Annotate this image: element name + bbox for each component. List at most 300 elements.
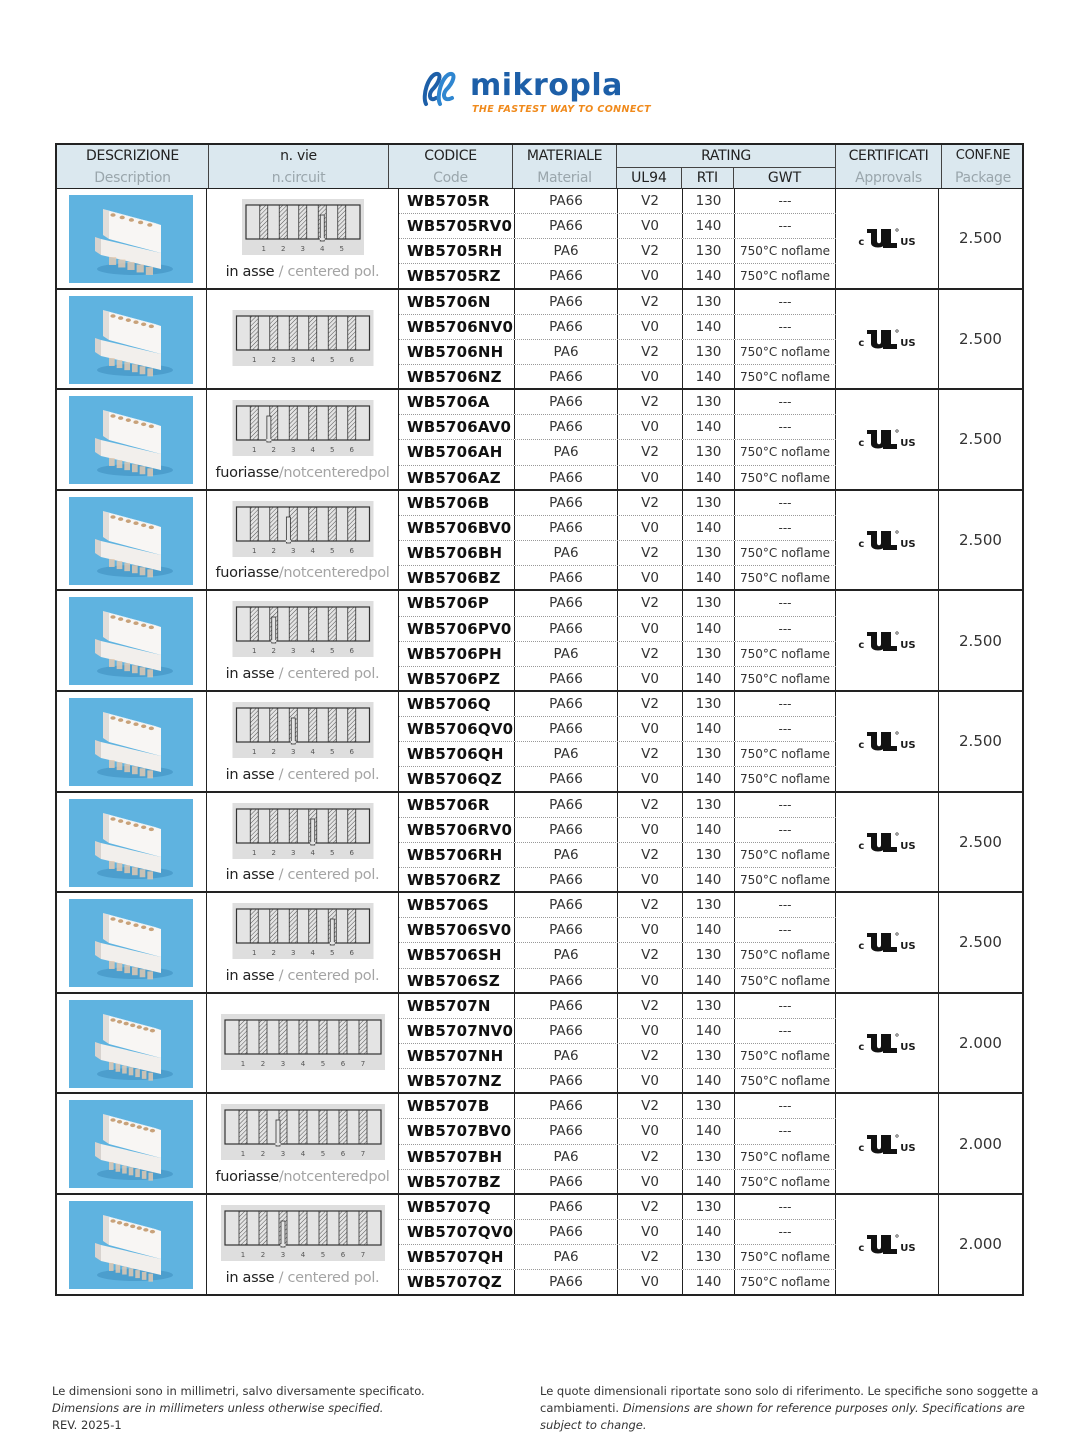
ul94-value: V0	[618, 566, 683, 591]
photo-cell	[57, 893, 207, 992]
rti-value: 140	[683, 1019, 735, 1043]
package-quantity: 2.500	[959, 430, 1002, 449]
svg-text:3: 3	[290, 848, 295, 857]
svg-text:5: 5	[320, 1250, 325, 1259]
header-package: CONF.NE Package	[955, 148, 1011, 186]
code-rows	[399, 591, 836, 690]
material-value: PA66	[515, 365, 618, 390]
photo-cell	[57, 1094, 207, 1193]
table-row	[399, 868, 836, 893]
revision-label: REV. 2025-1	[52, 1418, 122, 1432]
logo-swirl-icon	[420, 68, 468, 112]
product-code: WB5705R	[399, 189, 515, 213]
material-value: PA66	[515, 667, 618, 692]
ul94-value: V0	[618, 1119, 683, 1143]
connector-photo	[69, 899, 193, 987]
svg-text:6: 6	[349, 647, 354, 656]
ul94-value: V2	[618, 491, 683, 515]
photo-cell	[57, 1195, 207, 1294]
rti-value: 140	[683, 818, 735, 842]
product-code: WB5706AZ	[399, 466, 515, 491]
circuit-diagram-cell	[207, 1094, 399, 1193]
approval-cell	[836, 1094, 939, 1193]
approval-cell	[836, 491, 939, 590]
cul-us-certification-icon: c US	[858, 328, 915, 350]
polarization-label: in asse / centered pol.	[225, 867, 380, 884]
pin-layout-diagram	[221, 1205, 385, 1261]
product-code: WB5706BH	[399, 541, 515, 565]
svg-text:2: 2	[271, 546, 276, 555]
material-value: PA66	[515, 969, 618, 994]
rti-value: 140	[683, 1069, 735, 1094]
ul94-value: V2	[618, 1044, 683, 1068]
connector-photo	[69, 799, 193, 887]
gwt-value: ---	[735, 617, 836, 641]
svg-text:2: 2	[271, 949, 276, 958]
table-row	[399, 491, 836, 516]
material-value: PA6	[515, 742, 618, 766]
gwt-value: 750°C noflame	[735, 1145, 836, 1169]
rti-value: 130	[683, 994, 735, 1018]
ul94-value: V2	[618, 290, 683, 314]
brand-name: mikropla	[470, 68, 623, 103]
footer-right-note: Le quote dimensionali riportate sono solo di riferimento. Le specifiche sono soggette a cambiamenti. Dimensions are shown for reference purposes only. Specifications are subject to change.	[540, 1384, 1039, 1432]
package-quantity: 2.500	[959, 329, 1002, 348]
product-image	[69, 1100, 193, 1188]
approval-cell	[836, 793, 939, 892]
connector-photo	[69, 698, 193, 786]
ul94-value: V2	[618, 1245, 683, 1269]
rti-value: 140	[683, 868, 735, 893]
gwt-value: ---	[735, 1119, 836, 1143]
product-group	[55, 1094, 1024, 1195]
rti-value: 140	[683, 969, 735, 994]
package-quantity: 2.500	[959, 531, 1002, 550]
polarization-label: fuoriasse/notcenteredpol	[215, 464, 390, 481]
svg-text:3: 3	[300, 245, 305, 253]
gwt-value: ---	[735, 918, 836, 942]
material-value: PA66	[515, 264, 618, 289]
gwt-value: ---	[735, 315, 836, 339]
material-value: PA66	[515, 1069, 618, 1094]
material-value: PA6	[515, 1044, 618, 1068]
cul-us-certification-icon: c US	[858, 1233, 915, 1255]
material-value: PA66	[515, 1119, 618, 1143]
rti-value: 140	[683, 667, 735, 692]
product-code: WB5707QV0	[399, 1220, 515, 1244]
svg-text:1: 1	[240, 1250, 245, 1259]
product-code: WB5706RV0	[399, 818, 515, 842]
table-row	[399, 591, 836, 616]
approval-cell	[836, 591, 939, 690]
table-row	[399, 1145, 836, 1170]
table-row	[399, 1069, 836, 1094]
ul94-value: V0	[618, 617, 683, 641]
product-code: WB5706NV0	[399, 315, 515, 339]
ul94-value: V0	[618, 365, 683, 390]
gwt-value: 750°C noflame	[735, 868, 836, 893]
product-table	[55, 143, 1024, 1296]
product-group	[55, 390, 1024, 491]
ul94-value: V2	[618, 591, 683, 615]
svg-text:5: 5	[329, 446, 334, 455]
cul-us-certification-icon: c US	[858, 428, 915, 450]
material-value: PA66	[515, 591, 618, 615]
material-value: PA6	[515, 642, 618, 666]
svg-text:5: 5	[329, 355, 334, 364]
material-value: PA66	[515, 491, 618, 515]
package-quantity: 2.500	[959, 631, 1002, 650]
header-rti: RTI	[682, 168, 734, 189]
rti-value: 140	[683, 617, 735, 641]
material-value: PA6	[515, 239, 618, 263]
material-value: PA66	[515, 1170, 618, 1195]
code-rows	[399, 290, 836, 389]
connector-photo	[69, 195, 193, 283]
circuit-diagram-cell	[207, 491, 399, 590]
product-code: WB5706RH	[399, 843, 515, 867]
rti-value: 140	[683, 1119, 735, 1143]
photo-cell	[57, 189, 207, 288]
table-row	[399, 1044, 836, 1069]
svg-text:3: 3	[290, 647, 295, 656]
svg-text:6: 6	[340, 1150, 345, 1159]
pin-layout-diagram	[232, 903, 373, 959]
svg-text:7: 7	[360, 1059, 365, 1068]
svg-text:3: 3	[290, 949, 295, 958]
product-code: WB5705RZ	[399, 264, 515, 289]
gwt-value: 750°C noflame	[735, 667, 836, 692]
circuit-diagram-cell	[207, 1195, 399, 1294]
connector-photo	[69, 497, 193, 585]
material-value: PA66	[515, 516, 618, 540]
rti-value: 140	[683, 214, 735, 238]
svg-text:4: 4	[319, 245, 324, 253]
gwt-value: 750°C noflame	[735, 742, 836, 766]
ul94-value: V0	[618, 667, 683, 692]
table-row	[399, 440, 836, 465]
package-quantity: 2.500	[959, 832, 1002, 851]
table-header	[55, 143, 1024, 189]
svg-text:2: 2	[271, 848, 276, 857]
table-row	[399, 214, 836, 239]
polarization-label: in asse / centered pol.	[225, 766, 380, 783]
product-code: WB5706N	[399, 290, 515, 314]
svg-text:6: 6	[349, 949, 354, 958]
rti-value: 140	[683, 516, 735, 540]
product-code: WB5706QV0	[399, 717, 515, 741]
svg-text:2: 2	[280, 245, 285, 253]
material-value: PA66	[515, 315, 618, 339]
material-value: PA66	[515, 868, 618, 893]
gwt-value: 750°C noflame	[735, 1270, 836, 1295]
rti-value: 140	[683, 918, 735, 942]
ul94-value: V2	[618, 340, 683, 364]
material-value: PA66	[515, 1094, 618, 1118]
header-gwt: GWT	[767, 170, 802, 186]
svg-text:3: 3	[290, 446, 295, 455]
ul94-value: V0	[618, 516, 683, 540]
table-row	[399, 566, 836, 591]
code-rows	[399, 1094, 836, 1193]
gwt-value: ---	[735, 717, 836, 741]
polarization-label: fuoriasse/notcenteredpol	[215, 1168, 390, 1185]
gwt-value: ---	[735, 818, 836, 842]
cul-us-certification-icon: c US	[858, 931, 915, 953]
svg-text:4: 4	[310, 848, 315, 857]
ul94-value: V0	[618, 818, 683, 842]
ul94-value: V2	[618, 943, 683, 967]
ul94-value: V0	[618, 466, 683, 491]
cul-us-certification-icon: c US	[858, 1032, 915, 1054]
table-row	[399, 793, 836, 818]
svg-text:7: 7	[360, 1150, 365, 1159]
product-code: WB5706PZ	[399, 667, 515, 692]
header-description: DESCRIZIONE Description	[57, 145, 209, 188]
product-image	[69, 195, 193, 283]
table-row	[399, 742, 836, 767]
product-code: WB5706SZ	[399, 969, 515, 994]
table-row	[399, 642, 836, 667]
svg-text:1: 1	[251, 949, 256, 958]
product-group	[55, 793, 1024, 894]
gwt-value: 750°C noflame	[735, 1245, 836, 1269]
approval-cell	[836, 994, 939, 1093]
rti-value: 130	[683, 1195, 735, 1219]
rti-value: 130	[683, 1145, 735, 1169]
svg-text:3: 3	[290, 546, 295, 555]
rti-value: 140	[683, 717, 735, 741]
product-code: WB5706QZ	[399, 767, 515, 792]
product-code: WB5706AV0	[399, 415, 515, 439]
code-rows	[399, 189, 836, 288]
table-row	[399, 1220, 836, 1245]
product-code: WB5706A	[399, 390, 515, 414]
product-image	[69, 296, 193, 384]
product-image	[69, 698, 193, 786]
approval-cell	[836, 1195, 939, 1294]
material-value: PA6	[515, 541, 618, 565]
product-code: WB5707NZ	[399, 1069, 515, 1094]
ul94-value: V2	[618, 1094, 683, 1118]
material-value: PA66	[515, 818, 618, 842]
connector-photo	[69, 296, 193, 384]
ul94-value: V0	[618, 1069, 683, 1094]
connector-photo	[69, 597, 193, 685]
gwt-value: ---	[735, 692, 836, 716]
svg-text:4: 4	[310, 747, 315, 756]
svg-text:3: 3	[280, 1059, 285, 1068]
svg-text:4: 4	[310, 355, 315, 364]
circuit-diagram-cell	[207, 893, 399, 992]
svg-text:5: 5	[320, 1059, 325, 1068]
svg-text:1: 1	[240, 1059, 245, 1068]
product-code: WB5706AH	[399, 440, 515, 464]
ul94-value: V0	[618, 315, 683, 339]
gwt-value: 750°C noflame	[735, 843, 836, 867]
connector-photo	[69, 1100, 193, 1188]
ul94-value: V2	[618, 239, 683, 263]
svg-text:2: 2	[260, 1059, 265, 1068]
svg-text:5: 5	[329, 747, 334, 756]
rti-value: 140	[683, 264, 735, 289]
table-row	[399, 843, 836, 868]
gwt-value: ---	[735, 189, 836, 213]
package-quantity: 2.000	[959, 1235, 1002, 1254]
table-row	[399, 390, 836, 415]
gwt-value: ---	[735, 516, 836, 540]
gwt-value: 750°C noflame	[735, 340, 836, 364]
svg-text:6: 6	[349, 446, 354, 455]
ul94-value: V2	[618, 843, 683, 867]
rti-value: 130	[683, 541, 735, 565]
material-value: PA66	[515, 767, 618, 792]
material-value: PA66	[515, 415, 618, 439]
product-code: WB5707NV0	[399, 1019, 515, 1043]
polarization-label: in asse / centered pol.	[225, 665, 380, 682]
material-value: PA6	[515, 340, 618, 364]
connector-photo	[69, 1000, 193, 1088]
table-row	[399, 189, 836, 214]
rti-value: 130	[683, 239, 735, 263]
brand-tagline: THE FASTEST WAY TO CONNECT	[472, 104, 652, 115]
rti-value: 130	[683, 440, 735, 464]
rti-value: 130	[683, 390, 735, 414]
material-value: PA66	[515, 214, 618, 238]
svg-text:1: 1	[251, 747, 256, 756]
product-code: WB5707QH	[399, 1245, 515, 1269]
footer-left-note: Le dimensioni sono in millimetri, salvo diversamente specificato. Dimensions are in millimeters unless otherwise specified. REV. 2025-1	[52, 1383, 512, 1434]
svg-text:2: 2	[260, 1150, 265, 1159]
rti-value: 140	[683, 1270, 735, 1295]
svg-text:3: 3	[290, 355, 295, 364]
svg-text:5: 5	[329, 647, 334, 656]
rti-value: 130	[683, 1094, 735, 1118]
rti-value: 140	[683, 466, 735, 491]
pin-layout-diagram	[232, 310, 373, 366]
gwt-value: ---	[735, 415, 836, 439]
table-row	[399, 1170, 836, 1195]
material-value: PA6	[515, 1145, 618, 1169]
product-image	[69, 799, 193, 887]
table-row	[399, 516, 836, 541]
package-quantity: 2.500	[959, 732, 1002, 751]
material-value: PA6	[515, 1245, 618, 1269]
product-code: WB5706SH	[399, 943, 515, 967]
ul94-value: V0	[618, 767, 683, 792]
product-code: WB5706BZ	[399, 566, 515, 591]
product-code: WB5706NZ	[399, 365, 515, 390]
product-code: WB5706NH	[399, 340, 515, 364]
gwt-value: 750°C noflame	[735, 1044, 836, 1068]
cul-us-certification-icon: c US	[858, 730, 915, 752]
table-row	[399, 415, 836, 440]
package-quantity: 2.000	[959, 1034, 1002, 1053]
svg-text:4: 4	[310, 949, 315, 958]
polarization-label: in asse / centered pol.	[225, 1269, 380, 1286]
product-code: WB5706QH	[399, 742, 515, 766]
photo-cell	[57, 491, 207, 590]
product-group	[55, 994, 1024, 1095]
rti-value: 130	[683, 742, 735, 766]
cul-us-certification-icon: c US	[858, 529, 915, 551]
svg-text:1: 1	[261, 245, 266, 253]
gwt-value: ---	[735, 1094, 836, 1118]
ul94-value: V0	[618, 1019, 683, 1043]
ul94-value: V2	[618, 994, 683, 1018]
gwt-value: ---	[735, 591, 836, 615]
circuit-diagram-cell	[207, 994, 399, 1093]
product-code: WB5707BZ	[399, 1170, 515, 1195]
svg-text:2: 2	[271, 446, 276, 455]
circuit-diagram-cell	[207, 290, 399, 389]
material-value: PA66	[515, 566, 618, 591]
product-code: WB5707N	[399, 994, 515, 1018]
cul-us-certification-icon: c US	[858, 227, 915, 249]
ul94-value: V2	[618, 541, 683, 565]
package-quantity: 2.000	[959, 1134, 1002, 1153]
gwt-value: 750°C noflame	[735, 365, 836, 390]
table-row	[399, 717, 836, 742]
circuit-diagram-cell	[207, 591, 399, 690]
ul94-value: V2	[618, 793, 683, 817]
table-row	[399, 1195, 836, 1220]
ul94-value: V0	[618, 264, 683, 289]
svg-text:4: 4	[310, 546, 315, 555]
rti-value: 130	[683, 793, 735, 817]
svg-text:1: 1	[251, 546, 256, 555]
rti-value: 130	[683, 1245, 735, 1269]
table-row	[399, 767, 836, 792]
material-value: PA66	[515, 893, 618, 917]
material-value: PA66	[515, 290, 618, 314]
rti-value: 130	[683, 189, 735, 213]
material-value: PA66	[515, 692, 618, 716]
table-row	[399, 667, 836, 692]
product-code: WB5705RV0	[399, 214, 515, 238]
gwt-value: ---	[735, 793, 836, 817]
gwt-value: 750°C noflame	[735, 943, 836, 967]
rti-value: 130	[683, 340, 735, 364]
pin-layout-diagram	[232, 400, 373, 456]
svg-text:5: 5	[320, 1150, 325, 1159]
material-value: PA66	[515, 189, 618, 213]
rti-value: 140	[683, 1170, 735, 1195]
gwt-value: 750°C noflame	[735, 566, 836, 591]
header-approvals: CERTIFICATI Approvals	[836, 145, 942, 188]
table-row	[399, 692, 836, 717]
table-row	[399, 1245, 836, 1270]
pin-layout-diagram	[232, 803, 373, 859]
ul94-value: V2	[618, 1145, 683, 1169]
product-image	[69, 597, 193, 685]
ul94-value: V2	[618, 692, 683, 716]
product-code: WB5706BV0	[399, 516, 515, 540]
product-code: WB5707B	[399, 1094, 515, 1118]
gwt-value: ---	[735, 1195, 836, 1219]
material-value: PA66	[515, 918, 618, 942]
svg-text:1: 1	[251, 355, 256, 364]
header-rating: RATING UL94 RTI GWT	[617, 145, 836, 188]
material-value: PA66	[515, 466, 618, 491]
rti-value: 130	[683, 290, 735, 314]
gwt-value: ---	[735, 214, 836, 238]
rti-value: 140	[683, 365, 735, 390]
svg-text:6: 6	[349, 355, 354, 364]
gwt-value: 750°C noflame	[735, 642, 836, 666]
product-code: WB5707BH	[399, 1145, 515, 1169]
ul94-value: V2	[618, 893, 683, 917]
